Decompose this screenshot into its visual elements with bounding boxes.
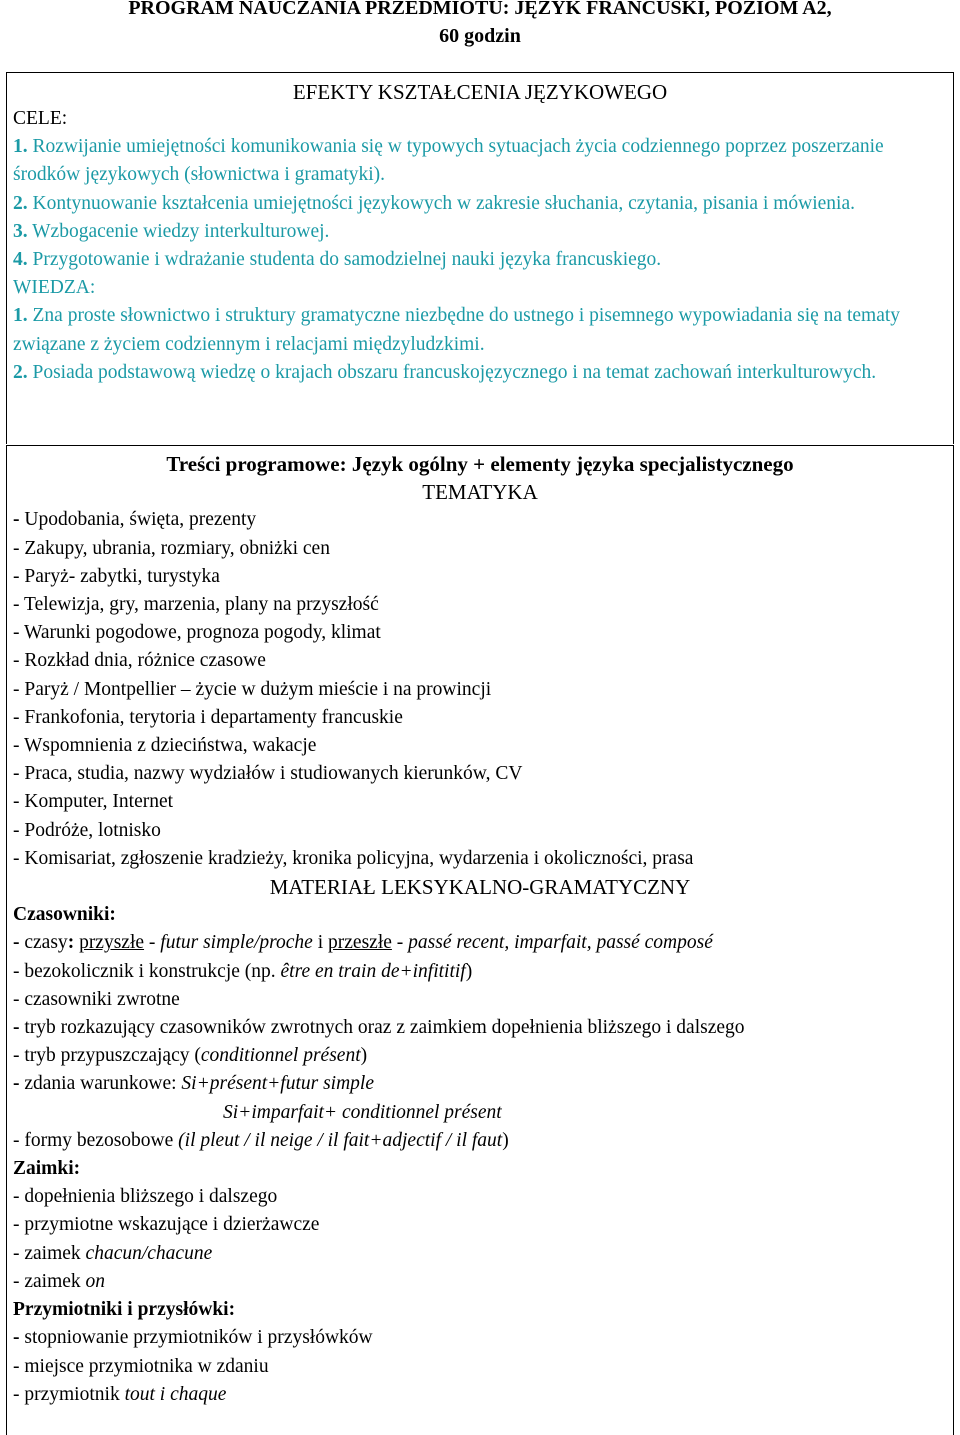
tematyka-item: - Praca, studia, nazwy wydziałów i studiowanych kierunków, CV xyxy=(13,763,523,785)
cele-item xyxy=(13,190,947,218)
wiedza-number: 1. xyxy=(13,305,28,327)
tematyka-item: - Upodobania, święta, prezenty xyxy=(13,509,257,531)
tematyka-item: - Warunki pogodowe, prognoza pogody, klimat xyxy=(13,622,381,644)
wiedza-item xyxy=(13,302,947,358)
zaimki-item: - dopełnienia bliższego i dalszego xyxy=(13,1186,278,1208)
wiedza-text: Zna proste słownictwo i struktury gramatyczne niezbędne do ustnego i pisemnego wypowiadania się na tematy związane z życiem codziennym i relacjami międzyludzkimi. xyxy=(13,305,901,355)
cele-label: CELE: xyxy=(13,108,68,129)
tematyka-item: - Paryż / Montpellier – życie w dużym mieście i na prowincji xyxy=(13,678,492,700)
przymiotniki-item: - stopniowanie przymiotników i przysłówków xyxy=(13,1327,373,1349)
cele-item xyxy=(13,246,947,274)
cele-item xyxy=(13,133,947,189)
warunkowe-line: - zdania warunkowe: Si+présent+futur simple xyxy=(13,1073,375,1095)
czasowniki-label: Czasowniki: xyxy=(13,904,116,926)
tresci-heading: Treści programowe: Język ogólny + elementy języka specjalistycznego xyxy=(166,452,794,476)
efekty-heading: EFEKTY KSZTAŁCENIA JĘZYKOWEGO xyxy=(292,80,668,104)
wiedza-label: WIEDZA: xyxy=(13,277,96,299)
cele-number: 4. xyxy=(13,249,28,271)
zaimki-label: Zaimki: xyxy=(13,1158,81,1180)
przymiotniki-item: - przymiotnik tout i chaque xyxy=(13,1383,227,1405)
tematyka-item: - Wspomnienia z dzieciństwa, wakacje xyxy=(13,735,317,757)
czasy-line: - czasy: przyszłe - futur simple/proche i przeszłe - passé recent, imparfait, passé composé xyxy=(13,932,713,954)
cele-item xyxy=(13,218,947,246)
wiedza-text: Posiada podstawową wiedzę o krajach obszaru francuskojęzycznego i na temat zachowań interkulturowych. xyxy=(27,361,877,383)
tematyka-item: - Podróże, lotnisko xyxy=(13,819,161,841)
zwrotne-line: - czasowniki zwrotne xyxy=(13,988,180,1010)
tematyka-item: - Paryż- zabytki, turystyka xyxy=(13,565,220,587)
title-line-2: 60 godzin xyxy=(439,25,521,47)
tematyka-heading: TEMATYKA xyxy=(422,480,538,505)
bezokolicznik-line: - bezokolicznik i konstrukcje (np. être en train de+infititif) xyxy=(13,960,473,982)
cele-text: Rozwijanie umiejętności komunikowania się w typowych sytuacjach życia codziennego poprzez poszerzanie środków językowych (słownictwa i gramatyki). xyxy=(13,136,884,186)
cele-text: Kontynuowanie kształcenia umiejętności językowych w zakresie słuchania, czytania, pisania i mówienia. xyxy=(27,192,856,214)
cele-number: 1. xyxy=(13,136,28,158)
tematyka-item: - Telewizja, gry, marzenia, plany na przyszłość xyxy=(13,594,379,616)
tematyka-list xyxy=(13,506,947,873)
zaimki-item: - zaimek on xyxy=(13,1270,106,1292)
cele-number: 2. xyxy=(13,192,28,214)
cele-text: Przygotowanie i wdrażanie studenta do samodzielnej nauki języka francuskiego. xyxy=(27,249,662,271)
bezosobowe-line: - formy bezosobowe (il pleut / il neige / il fait+adjectif / il faut) xyxy=(13,1129,509,1151)
wiedza-item xyxy=(13,359,947,387)
zaimki-item: - przymiotne wskazujące i dzierżawcze xyxy=(13,1214,320,1236)
zaimki-item: - zaimek chacun/chacune xyxy=(13,1242,213,1264)
tematyka-item: - Frankofonia, terytoria i departamenty francuskie xyxy=(13,706,403,728)
tematyka-item: - Komisariat, zgłoszenie kradzieży, kronika policyjna, wydarzenia i okoliczności, prasa xyxy=(13,847,694,869)
document-title xyxy=(0,0,960,50)
material-heading: MATERIAŁ LEKSYKALNO-GRAMATYCZNY xyxy=(269,875,691,900)
tematyka-item: - Komputer, Internet xyxy=(13,791,174,813)
tematyka-item: - Zakupy, ubrania, rozmiary, obniżki cen xyxy=(13,537,330,559)
przymiotniki-item: - miejsce przymiotnika w zdaniu xyxy=(13,1355,269,1377)
przymiotniki-label: Przymiotniki i przysłówki: xyxy=(13,1299,236,1321)
warunkowe-line-2: Si+imparfait+ conditionnel présent xyxy=(223,1101,502,1123)
cele-text: Wzbogacenie wiedzy interkulturowej. xyxy=(27,220,330,242)
przypuszczajacy-line: - tryb przypuszczający (conditionnel présent) xyxy=(13,1045,368,1067)
wiedza-number: 2. xyxy=(13,361,28,383)
tematyka-item: - Rozkład dnia, różnice czasowe xyxy=(13,650,266,672)
efekty-section xyxy=(6,72,954,444)
tresci-section xyxy=(6,445,954,1435)
title-line-1: PROGRAM NAUCZANIA PRZEDMIOTU: JĘZYK FRANCUSKI, POZIOM A2, xyxy=(128,0,832,19)
rozkazujacy-line: - tryb rozkazujący czasowników zwrotnych oraz z zaimkiem dopełnienia bliższego i dalszego xyxy=(13,1017,745,1039)
cele-number: 3. xyxy=(13,220,28,242)
